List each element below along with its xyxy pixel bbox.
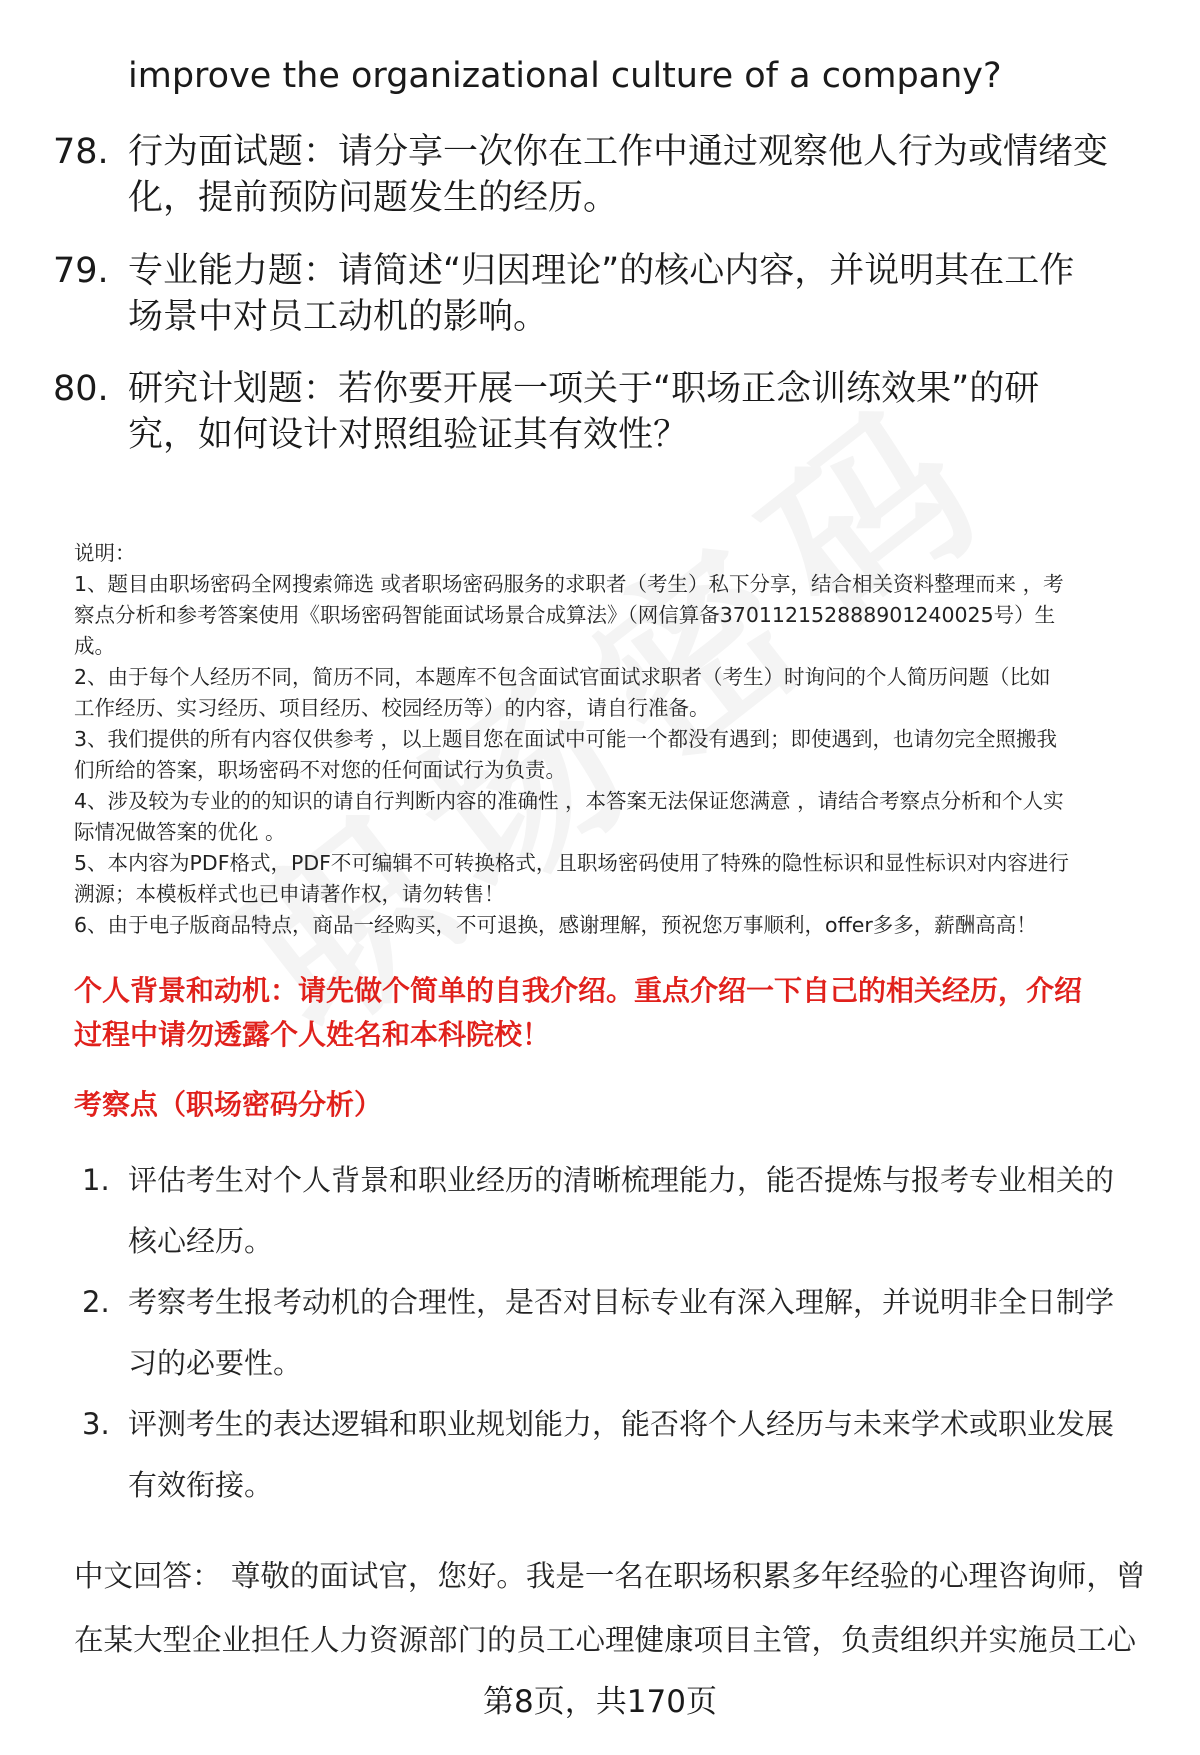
notes-line: 5、本内容为PDF格式，PDF不可编辑不可转换格式，且职场密码使用了特殊的隐性标识和显性标识对内容进行 (74, 851, 1069, 875)
analysis-item-number: 1. (82, 1163, 110, 1197)
analysis-item-text: 评测考生的表达逻辑和职业规划能力，能否将个人经历与未来学术或职业发展 (128, 1407, 1115, 1441)
analysis-item-number: 3. (82, 1407, 110, 1441)
notes-line: 溯源；本模板样式也已申请著作权，请勿转售！ (74, 882, 505, 906)
notes-title: 说明： (74, 541, 136, 565)
answer-line: 在某大型企业担任人力资源部门的员工心理健康项目主管，负责组织并实施员工心 (74, 1623, 1137, 1657)
analysis-item (82, 1394, 1162, 1516)
notes-line: 们所给的答案，职场密码不对您的任何面试行为负责。 (74, 758, 566, 782)
interview-question-line: 过程中请勿透露个人姓名和本科院校！ (74, 1018, 551, 1051)
analysis-item-text: 考察考生报考动机的合理性，是否对目标专业有深入理解，并说明非全日制学 (128, 1285, 1115, 1319)
notes-line: 1、题目由职场密码全网搜索筛选 或者职场密码服务的求职者（考生）私下分享，结合相关资料整理而来 ，考 (74, 572, 1064, 596)
analysis-item (82, 1272, 1162, 1394)
notes-line: 察点分析和参考答案使用《职场密码智能面试场景合成算法》（网信算备370112152888901240025号）生 (74, 603, 1056, 627)
interview-question-heading (74, 969, 1164, 1057)
question-text: 专业能力题：请简述“归因理论”的核心内容，并说明其在工作 (128, 251, 1075, 291)
notes-section (74, 538, 1159, 941)
analysis-list (82, 1150, 1162, 1516)
page-footer: 第8页，共170页 (483, 1684, 717, 1720)
notes-line: 际情况做答案的优化 。 (74, 820, 286, 844)
question-number: 79. (53, 251, 109, 291)
interview-question-line: 个人背景和动机：请先做个简单的自我介绍。重点介绍一下自己的相关经历，介绍 (74, 974, 1083, 1007)
analysis-item-text: 核心经历。 (128, 1224, 274, 1258)
question-text: 场景中对员工动机的影响。 (128, 297, 549, 337)
question-text: 究，如何设计对照组验证其有效性？ (128, 415, 689, 455)
question-text: 化，提前预防问题发生的经历。 (128, 178, 619, 218)
question-continuation-text: improve the organizational culture of a company? (128, 56, 1002, 96)
analysis-item (82, 1150, 1162, 1272)
question-number: 80. (53, 369, 109, 409)
answer-line: 中文回答： 尊敬的面试官，您好。我是一名在职场积累多年经验的心理咨询师，曾 (74, 1559, 1146, 1593)
analysis-item-number: 2. (82, 1285, 110, 1319)
notes-line: 6、由于电子版商品特点，商品一经购买，不可退换，感谢理解，预祝您万事顺利，offer多多，薪酬高高！ (74, 913, 1037, 937)
question-text: 研究计划题：若你要开展一项关于“职场正念训练效果”的研 (128, 369, 1040, 409)
notes-line: 4、涉及较为专业的的知识的请自行判断内容的准确性 ，本答案无法保证您满意 ，请结合考察点分析和个人实 (74, 789, 1064, 813)
notes-line: 工作经历、实习经历、项目经历、校园经历等）的内容，请自行准备。 (74, 696, 710, 720)
question-number: 78. (53, 132, 109, 172)
chinese-answer (74, 1544, 1164, 1672)
notes-line: 3、我们提供的所有内容仅供参考 ，以上题目您在面试中可能一个都没有遇到；即使遇到，也请勿完全照搬我 (74, 727, 1058, 751)
analysis-item-text: 有效衔接。 (128, 1468, 274, 1502)
notes-line: 2、由于每个人经历不同，简历不同，本题库不包含面试官面试求职者（考生）时询问的个人简历问题（比如 (74, 665, 1051, 689)
question-text: 行为面试题：请分享一次你在工作中通过观察他人行为或情绪变 (128, 132, 1109, 172)
analysis-item-text: 评估考生对个人背景和职业经历的清晰梳理能力，能否提炼与报考专业相关的 (128, 1163, 1115, 1197)
analysis-heading: 考察点（职场密码分析） (74, 1088, 383, 1121)
analysis-item-text: 习的必要性。 (128, 1346, 303, 1380)
notes-line: 成。 (74, 634, 115, 658)
